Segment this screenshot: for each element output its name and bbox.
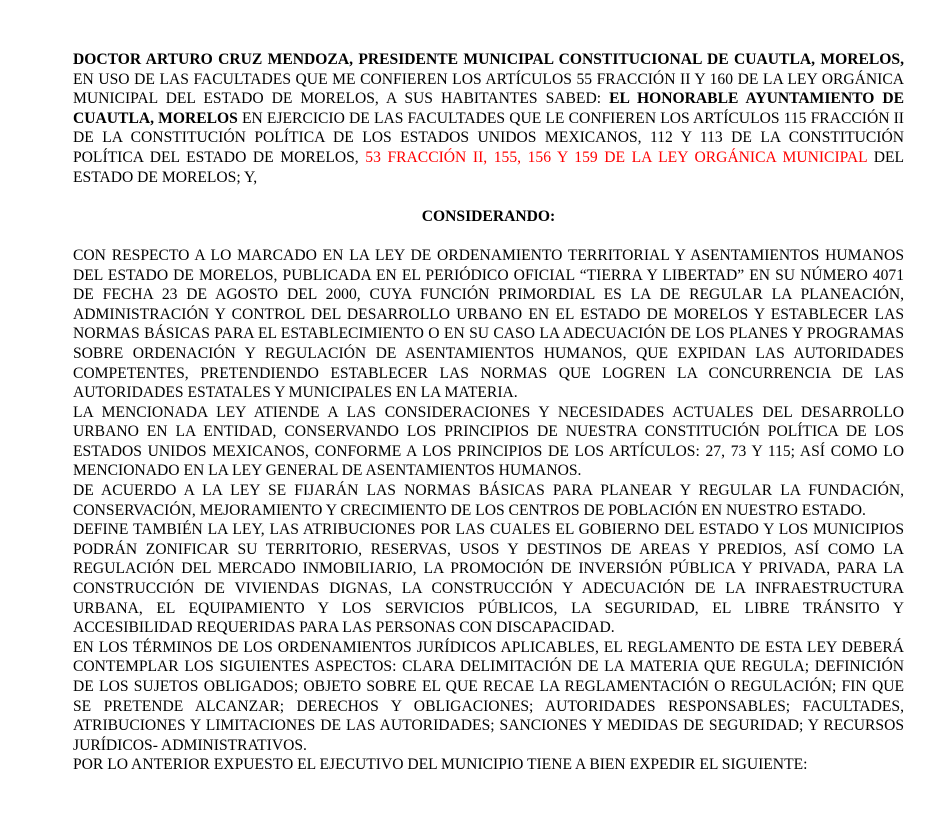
body-paragraph-3: DE ACUERDO A LA LEY SE FIJARÁN LAS NORMAS BÁSICAS PARA PLANEAR Y REGULAR LA FUNDACIÓN, CONSERVACIÓN, MEJORAMIENTO Y CRECIMIENTO DE LOS CENTROS DE POBLACIÓN EN NUESTRO ESTADO. (73, 482, 904, 519)
highlighted-articles: 53 FRACCIÓN II, 155, 156 Y 159 DE LA LEY ORGÁNICA MUNICIPAL (365, 148, 868, 166)
considerando-heading: CONSIDERANDO: (421, 207, 556, 225)
intro-text-3: DEL ESTADO DE MORELOS; Y, (73, 148, 905, 186)
council-name: EL HONORABLE AYUNTAMIENTO DE CUAUTLA, MORELOS (73, 90, 904, 127)
body-paragraph-5: EN LOS TÉRMINOS DE LOS ORDENAMIENTOS JURÍDICOS APLICABLES, EL REGLAMENTO DE ESTA LEY DEBERÁ CONTEMPLAR LOS SIGUIENTES ASPECTOS: CLARA DELIMITACIÓN DE LA MATERIA QUE REGULA; DEFINICIÓN DE LOS SUJETOS OBLIGADOS; OBJETO SOBRE EL QUE RECAE LA REGLAMENTACIÓN O REGULACIÓN; FIN QUE SE PRETENDE ALCANZAR; DERECHOS Y OBLIGACIONES; AUTORIDADES RESPONSABLES; FACULTADES, ATRIBUCIONES Y LIMITACIONES DE LAS AUTORIDADES; SANCIONES Y MEDIDAS DE SEGURIDAD; Y RECURSOS JURÍDICOS- ADMINISTRATIVOS. (73, 638, 904, 754)
intro-text-2: EN EJERCICIO DE LAS FACULTADES QUE LE CONFIEREN LOS ARTÍCULOS 115 FRACCIÓN II DE LA CONSTITUCIÓN POLÍTICA DE LOS ESTADOS UNIDOS MEXICANOS, 112 Y 113 DE LA CONSTITUCIÓN POLÍTICA DEL ESTADO DE MORELOS, (73, 109, 904, 166)
intro-paragraph (73, 50, 904, 187)
president-name: DOCTOR ARTURO CRUZ MENDOZA, PRESIDENTE MUNICIPAL CONSTITUCIONAL DE CUAUTLA, MORELOS, (73, 51, 904, 68)
body-paragraph-1: CON RESPECTO A LO MARCADO EN LA LEY DE ORDENAMIENTO TERRITORIAL Y ASENTAMIENTOS HUMANOS DEL ESTADO DE MORELOS, PUBLICADA EN EL PERIÓDICO OFICIAL “TIERRA Y LIBERTAD” EN SU NÚMERO 4071 DE FECHA 23 DE AGOSTO DEL 2000, CUYA FUNCIÓN PRIMORDIAL ES LA DE REGULAR LA PLANEACIÓN, ADMINISTRACIÓN Y CONTROL DEL DESARROLLO URBANO EN EL ESTADO DE MORELOS Y ESTABLECER LAS NORMAS BÁSICAS PARA EL ESTABLECIMIENTO O EN SU CASO LA ADECUACIÓN DE LOS PLANES Y PROGRAMAS SOBRE ORDENACIÓN Y REGULACIÓN DE ASENTAMIENTOS HUMANOS, QUE EXPIDAN LAS AUTORIDADES COMPETENTES, PRETENDIENDO ESTABLECER LAS NORMAS QUE LOGREN LA CONCURRENCIA DE LAS AUTORIDADES ESTATALES Y MUNICIPALES EN LA MATERIA. (73, 246, 904, 402)
intro-text-1: EN USO DE LAS FACULTADES QUE ME CONFIEREN LOS ARTÍCULOS 55 FRACCIÓN II Y 160 DE LA LEY ORGÁNICA MUNICIPAL DEL ESTADO DE MORELOS, A SUS HABITANTES SABED: (73, 70, 904, 108)
body-paragraph-4: DEFINE TAMBIÉN LA LEY, LAS ATRIBUCIONES POR LAS CUALES EL GOBIERNO DEL ESTADO Y LOS MUNICIPIOS PODRÁN ZONIFICAR SU TERRITORIO, RESERVAS, USOS Y DESTINOS DE AREAS Y PREDIOS, ASÍ COMO LA REGULACIÓN DEL MERCADO INMOBILIARIO, LA PROMOCIÓN DE INVERSIÓN PÚBLICA Y PRIVADA, PARA LA CONSTRUCCIÓN DE VIVIENDAS DIGNAS, LA CONSTRUCCIÓN Y ADECUACIÓN DE LA INFRAESTRUCTURA URBANA, EL EQUIPAMIENTO Y LOS SERVICIOS PÚBLICOS, LA SEGURIDAD, EL LIBRE TRÁNSITO Y ACCESIBILIDAD REQUERIDAS PARA LAS PERSONAS CON DISCAPACIDAD. (73, 521, 904, 637)
document-page (73, 50, 904, 775)
body-paragraph-6: POR LO ANTERIOR EXPUESTO EL EJECUTIVO DEL MUNICIPIO TIENE A BIEN EXPEDIR EL SIGUIENTE: (73, 756, 808, 774)
body-paragraph-2: LA MENCIONADA LEY ATIENDE A LAS CONSIDERACIONES Y NECESIDADES ACTUALES DEL DESARROLLO URBANO EN LA ENTIDAD, CONSERVANDO LOS PRINCIPIOS DE NUESTRA CONSTITUCIÓN POLÍTICA DE LOS ESTADOS UNIDOS MEXICANOS, CONFORME A LOS PRINCIPIOS DE LOS ARTÍCULOS: 27, 73 Y 115; ASÍ COMO LO MENCIONADO EN LA LEY GENERAL DE ASENTAMIENTOS HUMANOS. (73, 403, 904, 480)
